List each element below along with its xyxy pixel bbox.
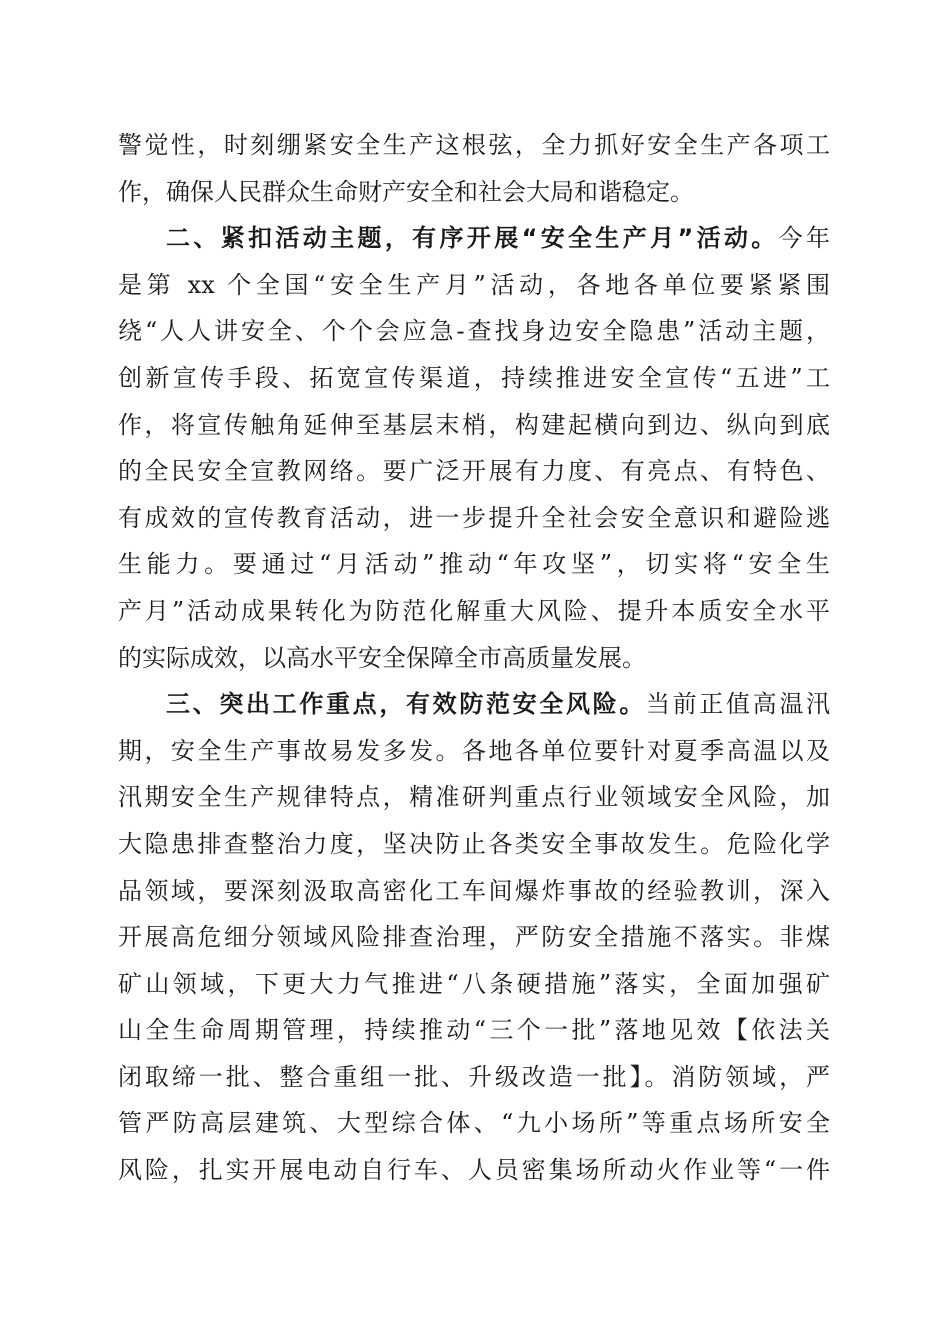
text-line: 期，安全生产事故易发多发。各地各单位要针对夏季高温以及 (118, 736, 830, 765)
text-line: 生能力。要通过“月活动”推动“年攻坚”，切实将“安全生 (118, 550, 830, 579)
heading-line-rest: 今年 (778, 224, 831, 253)
text-line: 大隐患排查整治力度，坚决防止各类安全事故发生。危险化学 (118, 829, 830, 858)
paragraph-2 (118, 215, 830, 681)
text-line: 矿山领域，下更大力气推进“八条硬措施”落实，全面加强矿 (118, 969, 830, 998)
text-line: 开展高危细分领域风险排查治理，严防安全措施不落实。非煤 (118, 923, 830, 952)
text-line: 山全生命周期管理，持续推动“三个一批”落地见效【依法关 (118, 1016, 830, 1045)
heading-line (118, 215, 830, 262)
text-line: 作，确保人民群众生命财产安全和社会大局和谐稳定。 (118, 177, 694, 206)
text-line: 风险，扎实开展电动自行车、人员密集场所动火作业等“一件 (118, 1156, 830, 1185)
text-line: 创新宣传手段、拓宽宣传渠道，持续推进安全宣传“五进”工 (118, 363, 830, 392)
text-line: 管严防高层建筑、大型综合体、“九小场所”等重点场所安全 (118, 1109, 830, 1138)
paragraph-1 (118, 122, 830, 215)
section-heading-2: 二、紧扣活动主题，有序开展“安全生产月”活动。 (166, 224, 779, 253)
text-line: 产月”活动成果转化为防范化解重大风险、提升本质安全水平 (118, 596, 830, 625)
text-line: 警觉性，时刻绷紧安全生产这根弦，全力抓好安全生产各项工 (118, 131, 830, 159)
text-line: 的全民安全宣教网络。要广泛开展有力度、有亮点、有特色、 (118, 457, 830, 486)
text-line: 汛期安全生产规律特点，精准研判重点行业领域安全风险，加 (118, 783, 830, 812)
paragraph-3 (118, 681, 830, 1194)
text-line: 是第 xx 个全国“安全生产月”活动，各地各单位要紧紧围 (118, 270, 830, 299)
heading-line-rest: 当前正值高温汛 (646, 690, 830, 719)
text-line: 作，将宣传触角延伸至基层末梢，构建起横向到边、纵向到底 (118, 410, 830, 439)
text-line: 的实际成效，以高水平安全保障全市高质量发展。 (118, 643, 646, 672)
section-heading-3: 三、突出工作重点，有效防范安全风险。 (166, 690, 646, 719)
text-line: 品领域，要深刻汲取高密化工车间爆炸事故的经验教训，深入 (118, 876, 830, 905)
text-line: 有成效的宣传教育活动，进一步提升全社会安全意识和避险逃 (118, 503, 830, 532)
text-line: 绕“人人讲安全、个个会应急-查找身边安全隐患”活动主题， (118, 317, 830, 346)
heading-line (118, 681, 830, 728)
text-line: 闭取缔一批、整合重组一批、升级改造一批】。消防领域，严 (118, 1062, 830, 1091)
document-body (118, 122, 830, 1194)
